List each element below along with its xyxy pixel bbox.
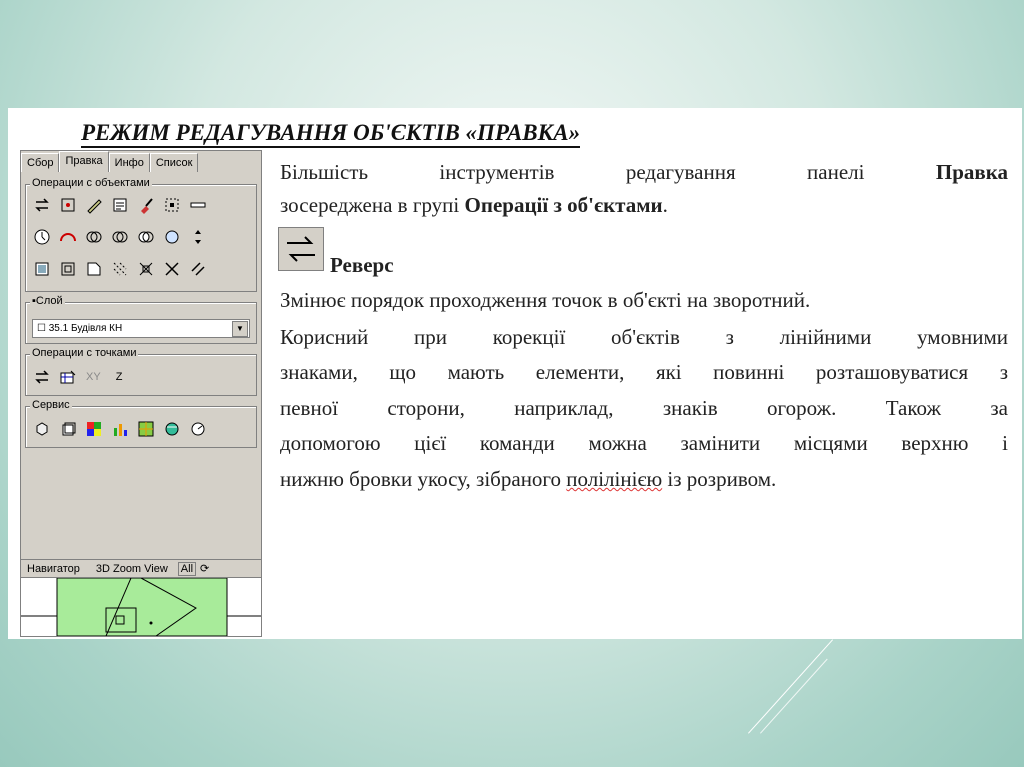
point-operations-group <box>25 347 257 396</box>
clock-icon[interactable] <box>30 225 53 248</box>
all-button[interactable]: All <box>178 562 196 576</box>
chevron-down-icon[interactable]: ▼ <box>232 321 248 337</box>
properties-icon[interactable] <box>108 193 131 216</box>
segment-icon[interactable] <box>186 193 209 216</box>
navigator-map[interactable] <box>21 577 261 636</box>
globe-icon[interactable] <box>160 417 183 440</box>
edit-panel <box>20 150 262 637</box>
spellcheck-word: полілінією <box>566 467 663 491</box>
select-frame-icon[interactable] <box>160 193 183 216</box>
paragraph-line: певної сторони, наприклад, знаків огорож. Також за <box>280 396 1008 420</box>
paragraph-line: допомогою цієї команди можна замінити місцями верхню і <box>280 431 1008 455</box>
group-label: Операции с объектами <box>32 177 150 189</box>
tab-info[interactable]: Инфо <box>109 153 150 172</box>
cube-icon[interactable] <box>30 417 53 440</box>
frame-icon[interactable] <box>56 257 79 280</box>
layer-value: 35.1 Будівля КН <box>48 323 123 334</box>
map-drawing <box>21 578 261 636</box>
boxes-icon[interactable] <box>56 417 79 440</box>
service-group <box>25 399 257 448</box>
panel-tabs <box>21 151 261 171</box>
hatch-icon[interactable] <box>108 257 131 280</box>
paragraph-line: Корисний при корекції об'єктів з лінійними умовними <box>280 325 1008 349</box>
decor-line <box>760 659 828 734</box>
arrows-vertical-icon[interactable] <box>186 225 209 248</box>
zoom-view-label[interactable]: 3D Zoom View <box>95 562 168 575</box>
point-tool-icon[interactable] <box>56 193 79 216</box>
chart-icon[interactable] <box>108 417 131 440</box>
subtract-icon[interactable] <box>134 225 157 248</box>
paragraph-line: зосереджена в групі Операції з об'єктами. <box>280 193 668 217</box>
checkbox-icon: ☐ <box>37 323 49 334</box>
paragraph-line: Змінює порядок проходження точок в об'єкті на зворотний. <box>280 288 811 312</box>
tool-row <box>30 193 209 216</box>
cross-icon[interactable] <box>160 257 183 280</box>
tab-sbor[interactable]: Сбор <box>21 153 59 172</box>
layer-group <box>25 295 257 344</box>
image-icon[interactable] <box>30 257 53 280</box>
paragraph-line: знаками, що мають елементи, які повинні розташовуватися з <box>280 360 1008 384</box>
object-operations-group <box>25 177 257 292</box>
corner-icon[interactable] <box>82 257 105 280</box>
pencil-icon[interactable] <box>82 193 105 216</box>
group-label: Операции с точками <box>32 347 137 359</box>
tool-row <box>30 257 209 280</box>
tool-row <box>30 417 209 440</box>
reverse-arrows-icon <box>279 228 323 270</box>
grid-cross-icon[interactable] <box>134 257 157 280</box>
layer-select[interactable] <box>32 319 250 338</box>
reverse-icon <box>278 227 324 271</box>
decor-line <box>748 639 833 733</box>
xy-label: XY <box>86 370 101 383</box>
intersect-icon[interactable] <box>108 225 131 248</box>
group-label: ▪Слой <box>32 295 63 307</box>
paragraph-line: нижню бровки укосу, зібраного полілінією із розривом. <box>280 467 777 491</box>
paragraph-line: Більшість інструментів редагування панелі Правка <box>280 160 1008 184</box>
slide-title: РЕЖИМ РЕДАГУВАННЯ ОБ'ЄКТІВ «ПРАВКА» <box>81 120 581 145</box>
parallel-icon[interactable] <box>186 257 209 280</box>
reverse-tool-icon[interactable] <box>30 193 53 216</box>
reverse-heading: Реверс <box>330 253 394 277</box>
tab-list[interactable]: Список <box>150 153 199 172</box>
z-label: Z <box>115 370 123 383</box>
union-icon[interactable] <box>82 225 105 248</box>
tab-pravka[interactable]: Правка <box>59 151 108 172</box>
tool-row <box>30 365 122 388</box>
brush-icon[interactable] <box>134 193 157 216</box>
map-icon[interactable] <box>134 417 157 440</box>
table-edit-icon[interactable] <box>56 365 79 388</box>
color-grid-icon[interactable] <box>82 417 105 440</box>
circle-icon[interactable] <box>160 225 183 248</box>
compass-icon[interactable] <box>186 417 209 440</box>
group-label: Сервис <box>32 399 70 411</box>
navigator-label[interactable]: Навигатор <box>27 562 80 575</box>
refresh-icon[interactable]: ⟳ <box>200 563 210 575</box>
slide-card <box>8 108 1022 639</box>
reverse-points-icon[interactable] <box>30 365 53 388</box>
navigator-bar <box>21 559 261 577</box>
arc-icon[interactable] <box>56 225 79 248</box>
tool-row <box>30 225 209 248</box>
